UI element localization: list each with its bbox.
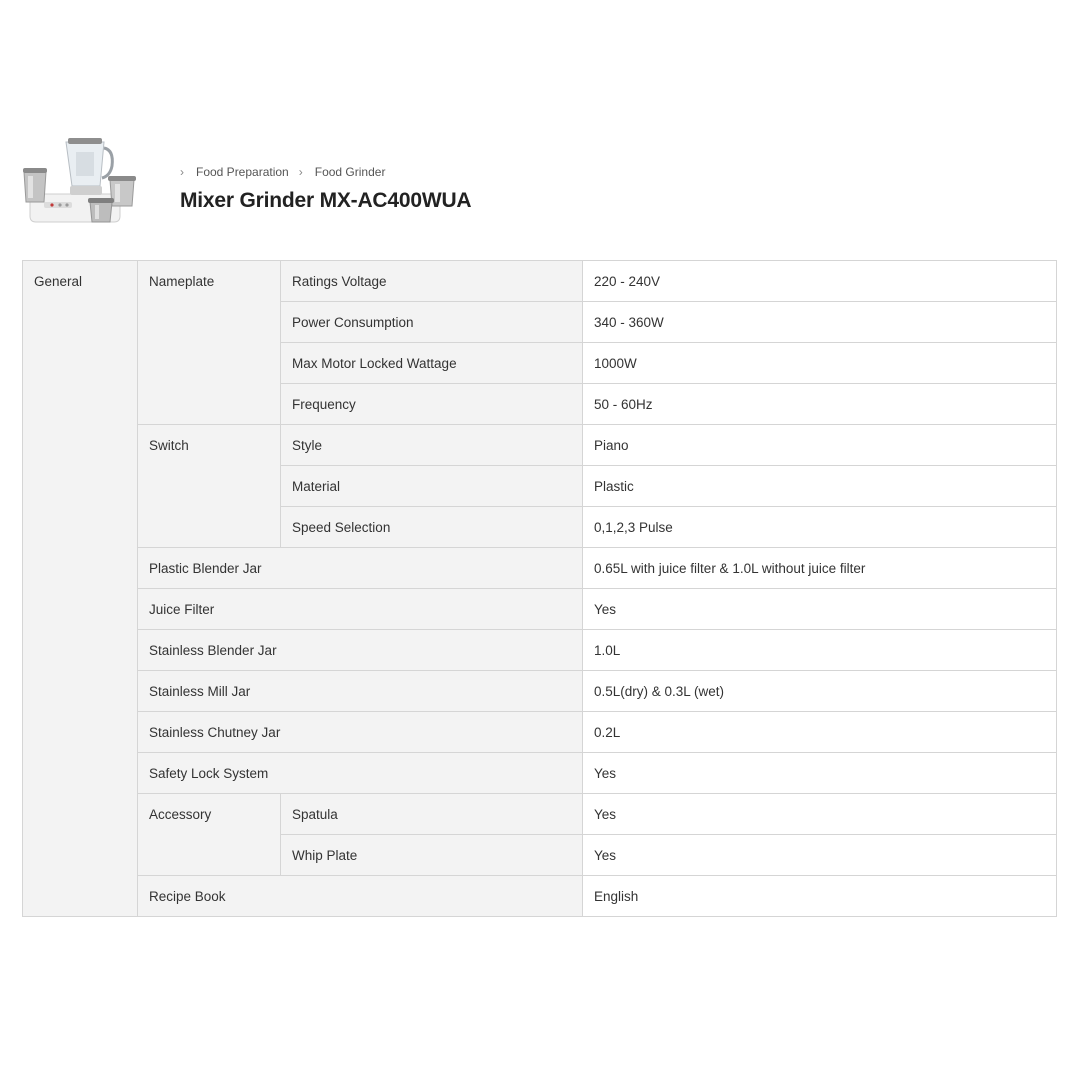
spec-label-safety-lock-system: Safety Lock System bbox=[138, 753, 583, 794]
spec-value-safety-lock-system: Yes bbox=[583, 753, 1057, 794]
spec-label-plastic-blender-jar: Plastic Blender Jar bbox=[138, 548, 583, 589]
spec-label-juice-filter: Juice Filter bbox=[138, 589, 583, 630]
spec-value-style: Piano bbox=[583, 425, 1057, 466]
spec-label-max-motor-locked-wattage: Max Motor Locked Wattage bbox=[281, 343, 583, 384]
breadcrumb bbox=[180, 164, 471, 180]
page-title: Mixer Grinder MX-AC400WUA bbox=[180, 189, 472, 212]
spec-label-speed-selection: Speed Selection bbox=[281, 507, 583, 548]
spec-value-power-consumption: 340 - 360W bbox=[583, 302, 1057, 343]
spec-value-max-motor-locked-wattage: 1000W bbox=[583, 343, 1057, 384]
spec-value-whip-plate: Yes bbox=[583, 835, 1057, 876]
spec-value-spatula: Yes bbox=[583, 794, 1057, 835]
spec-value-stainless-mill-jar: 0.5L(dry) & 0.3L (wet) bbox=[583, 671, 1057, 712]
spec-table bbox=[22, 260, 1057, 917]
spec-group-switch: Switch bbox=[138, 425, 281, 548]
spec-value-frequency: 50 - 60Hz bbox=[583, 384, 1057, 425]
spec-value-recipe-book: English bbox=[583, 876, 1057, 917]
spec-label-stainless-chutney-jar: Stainless Chutney Jar bbox=[138, 712, 583, 753]
spec-label-material: Material bbox=[281, 466, 583, 507]
spec-group-nameplate: Nameplate bbox=[138, 261, 281, 425]
table-row bbox=[23, 876, 1057, 917]
table-row bbox=[23, 589, 1057, 630]
table-row bbox=[23, 712, 1057, 753]
spec-label-whip-plate: Whip Plate bbox=[281, 835, 583, 876]
spec-value-speed-selection: 0,1,2,3 Pulse bbox=[583, 507, 1057, 548]
spec-label-power-consumption: Power Consumption bbox=[281, 302, 583, 343]
breadcrumb-item-food-grinder bbox=[299, 165, 386, 179]
spec-label-stainless-blender-jar: Stainless Blender Jar bbox=[138, 630, 583, 671]
spec-label-recipe-book: Recipe Book bbox=[138, 876, 583, 917]
table-row bbox=[23, 548, 1057, 589]
table-row bbox=[23, 425, 1057, 466]
mixer-grinder-image bbox=[22, 136, 144, 226]
breadcrumb-link-food-grinder[interactable]: Food Grinder bbox=[314, 165, 386, 179]
spec-label-stainless-mill-jar: Stainless Mill Jar bbox=[138, 671, 583, 712]
spec-label-ratings-voltage: Ratings Voltage bbox=[281, 261, 583, 302]
product-header bbox=[22, 136, 1056, 226]
spec-value-plastic-blender-jar: 0.65L with juice filter & 1.0L without juice filter bbox=[583, 548, 1057, 589]
table-row bbox=[23, 753, 1057, 794]
spec-label-spatula: Spatula bbox=[281, 794, 583, 835]
table-row bbox=[23, 671, 1057, 712]
title-block bbox=[180, 164, 471, 213]
breadcrumb-link-food-preparation[interactable]: Food Preparation bbox=[196, 165, 289, 179]
chevron-right-icon: › bbox=[180, 165, 184, 179]
table-row bbox=[23, 794, 1057, 835]
breadcrumb-item-food-preparation bbox=[180, 165, 289, 179]
spec-value-stainless-blender-jar: 1.0L bbox=[583, 630, 1057, 671]
spec-label-style: Style bbox=[281, 425, 583, 466]
spec-value-ratings-voltage: 220 - 240V bbox=[583, 261, 1057, 302]
spec-category-general: General bbox=[23, 261, 138, 917]
spec-value-material: Plastic bbox=[583, 466, 1057, 507]
spec-value-stainless-chutney-jar: 0.2L bbox=[583, 712, 1057, 753]
spec-value-juice-filter: Yes bbox=[583, 589, 1057, 630]
chevron-right-icon: › bbox=[298, 165, 303, 179]
table-row bbox=[23, 261, 1057, 302]
table-row bbox=[23, 630, 1057, 671]
spec-label-frequency: Frequency bbox=[281, 384, 583, 425]
spec-group-accessory: Accessory bbox=[138, 794, 281, 876]
